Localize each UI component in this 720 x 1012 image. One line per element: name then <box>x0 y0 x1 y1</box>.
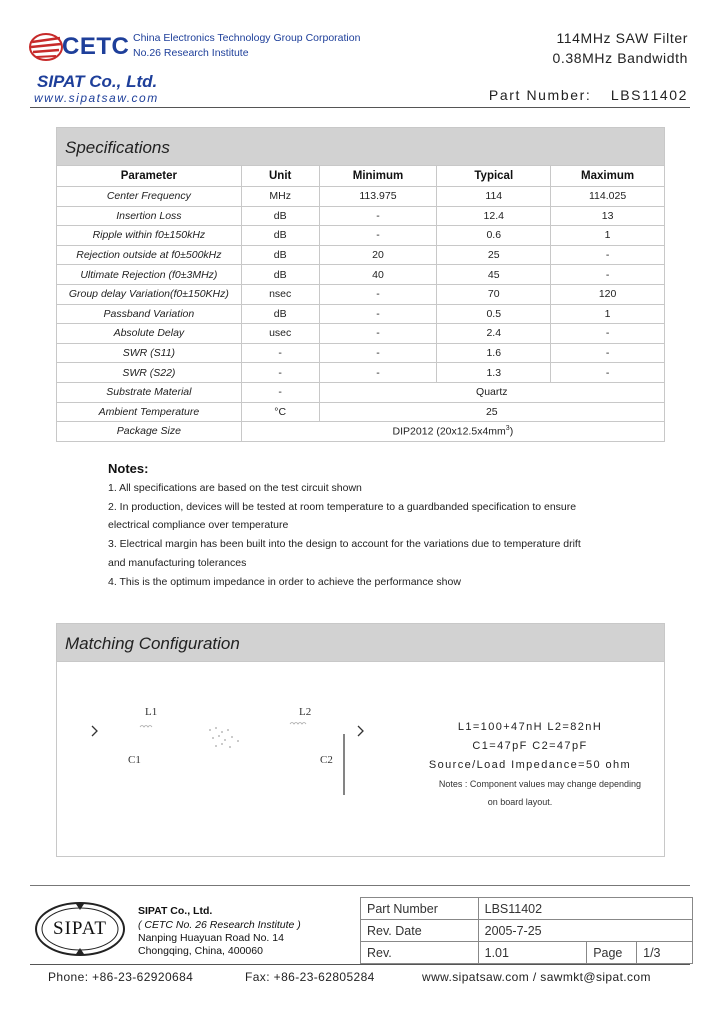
table-row <box>361 942 693 964</box>
param-cell: Ultimate Rejection (f0±3MHz) <box>57 265 242 285</box>
footer-address-1: Nanping Huayuan Road No. 14 <box>138 932 284 944</box>
param-cell: Insertion Loss <box>57 206 242 226</box>
unit-cell: dB <box>241 226 319 246</box>
min-cell: 40 <box>319 265 437 285</box>
min-cell: - <box>319 226 437 246</box>
max-cell: - <box>551 324 665 344</box>
note-line: 4. This is the optimum impedance in order to achieve the performance show <box>108 576 461 588</box>
note-line: 2. In production, devices will be tested at room temperature to a guardbanded specification to ensure <box>108 501 577 513</box>
label-c1: C1 <box>128 754 141 766</box>
min-cell: - <box>319 304 437 324</box>
col-header-parameter: Parameter <box>57 166 242 187</box>
typ-cell: 1.3 <box>437 363 551 383</box>
note-line: 1. All specifications are based on the test circuit shown <box>108 482 362 494</box>
matching-note-2: on board layout. <box>487 797 553 807</box>
info-label: Rev. <box>361 942 479 964</box>
package-size-exponent: 3 <box>505 425 510 433</box>
typ-cell: 45 <box>437 265 551 285</box>
output-arrow-icon <box>358 726 363 736</box>
max-cell: - <box>551 363 665 383</box>
spec-table <box>56 165 665 442</box>
saw-filter-icon <box>209 727 239 748</box>
table-row <box>57 187 665 207</box>
max-cell: 13 <box>551 206 665 226</box>
unit-cell: - <box>241 343 319 363</box>
unit-cell: dB <box>241 304 319 324</box>
param-cell: Ambient Temperature <box>57 402 242 422</box>
table-row <box>57 363 665 383</box>
info-rev-date: 2005-7-25 <box>478 920 692 942</box>
max-cell: - <box>551 265 665 285</box>
matching-note-1: Notes : Component values may change depending <box>438 779 642 789</box>
institute-name: No.26 Research Institute <box>133 47 249 59</box>
spec-rows <box>57 187 665 383</box>
unit-cell: °C <box>241 402 319 422</box>
unit-cell: MHz <box>241 187 319 207</box>
typ-cell: 0.5 <box>437 304 551 324</box>
max-cell: 1 <box>551 304 665 324</box>
table-row <box>361 920 693 942</box>
specifications-heading: Specifications <box>56 127 665 166</box>
param-cell: Group delay Variation(f0±150KHz) <box>57 284 242 304</box>
fax-number: Fax: +86-23-62805284 <box>245 970 375 984</box>
table-row <box>57 206 665 226</box>
unit-cell: dB <box>241 245 319 265</box>
param-cell: Substrate Material <box>57 382 242 402</box>
info-part-number: LBS11402 <box>478 898 692 920</box>
table-row <box>57 226 665 246</box>
inductor-l2-icon <box>290 723 306 725</box>
note-line: and manufacturing tolerances <box>108 557 247 569</box>
contact-divider <box>30 964 690 965</box>
footer-company: SIPAT Co., Ltd. <box>138 905 213 917</box>
inductor-l1-icon <box>140 726 152 728</box>
max-cell: 1 <box>551 226 665 246</box>
typ-cell: 114 <box>437 187 551 207</box>
package-size-text: DIP2012 (20x12.5x4mm <box>392 425 506 438</box>
matching-circuit-diagram <box>80 700 370 800</box>
table-row <box>57 422 665 442</box>
footer-divider <box>30 885 690 886</box>
part-number-value: LBS11402 <box>610 87 688 103</box>
info-label: Part Number <box>361 898 479 920</box>
sipat-seal <box>30 898 130 960</box>
param-cell: Rejection outside at f0±500kHz <box>57 245 242 265</box>
info-rev: 1.01 <box>478 942 587 964</box>
seal-text: SIPAT <box>53 918 107 939</box>
table-row <box>57 382 665 402</box>
param-cell: Ripple within f0±150kHz <box>57 226 242 246</box>
param-cell: Absolute Delay <box>57 324 242 344</box>
unit-cell: nsec <box>241 284 319 304</box>
param-cell: SWR (S22) <box>57 363 242 383</box>
info-page-label: Page <box>587 942 637 964</box>
header-divider <box>30 107 690 108</box>
table-row <box>57 284 665 304</box>
param-cell: SWR (S11) <box>57 343 242 363</box>
part-number-label: Part Number: <box>488 87 592 103</box>
param-cell: Center Frequency <box>57 187 242 207</box>
typ-cell: 12.4 <box>437 206 551 226</box>
col-header-minimum: Minimum <box>319 166 437 187</box>
info-label: Rev. Date <box>361 920 479 942</box>
min-cell: - <box>319 363 437 383</box>
phone-number: Phone: +86-23-62920684 <box>48 970 194 984</box>
input-arrow-icon <box>92 726 97 736</box>
table-row <box>57 304 665 324</box>
product-subtitle: 0.38MHz Bandwidth <box>552 50 688 66</box>
note-line: electrical compliance over temperature <box>108 519 289 531</box>
label-l1: L1 <box>145 706 158 718</box>
param-cell: Passband Variation <box>57 304 242 324</box>
col-header-unit: Unit <box>241 166 319 187</box>
max-cell: 114.025 <box>551 187 665 207</box>
min-cell: - <box>319 343 437 363</box>
table-row <box>57 343 665 363</box>
substrate-value: Quartz <box>319 382 664 402</box>
typ-cell: 0.6 <box>437 226 551 246</box>
min-cell: 113.975 <box>319 187 437 207</box>
min-cell: 20 <box>319 245 437 265</box>
col-header-maximum: Maximum <box>551 166 665 187</box>
table-row <box>57 245 665 265</box>
typ-cell: 1.6 <box>437 343 551 363</box>
max-cell: 120 <box>551 284 665 304</box>
notes-title: Notes: <box>108 461 149 476</box>
document-info-table <box>360 897 693 964</box>
package-size-close: ) <box>509 425 514 438</box>
label-c2: C2 <box>320 754 333 766</box>
typ-cell: 2.4 <box>437 324 551 344</box>
website-link[interactable]: www.sipatsaw.com <box>34 91 159 105</box>
max-cell: - <box>551 245 665 265</box>
min-cell: - <box>319 206 437 226</box>
min-cell: - <box>319 284 437 304</box>
unit-cell: - <box>241 363 319 383</box>
table-row <box>57 324 665 344</box>
footer-institute: ( CETC No. 26 Research Institute ) <box>138 919 301 931</box>
col-header-typical: Typical <box>437 166 551 187</box>
unit-cell: - <box>241 382 319 402</box>
org-name: China Electronics Technology Group Corporation <box>133 32 361 44</box>
unit-cell: dB <box>241 206 319 226</box>
footer-address-2: Chongqing, China, 400060 <box>138 945 263 957</box>
company-name: SIPAT Co., Ltd. <box>37 72 158 91</box>
component-values-2: C1=47pF C2=47pF <box>472 740 588 752</box>
unit-cell: usec <box>241 324 319 344</box>
ambient-value: 25 <box>319 402 664 422</box>
typ-cell: 70 <box>437 284 551 304</box>
table-row <box>361 898 693 920</box>
max-cell: - <box>551 343 665 363</box>
package-value <box>241 422 664 442</box>
cetc-logo-text: CETC <box>62 33 130 60</box>
table-row <box>57 402 665 422</box>
typ-cell: 25 <box>437 245 551 265</box>
matching-heading: Matching Configuration <box>56 623 665 662</box>
info-page: 1/3 <box>637 942 693 964</box>
unit-cell: dB <box>241 265 319 285</box>
spec-header-row <box>57 166 665 187</box>
label-l2: L2 <box>299 706 312 718</box>
param-cell: Package Size <box>57 422 242 442</box>
product-title: 114MHz SAW Filter <box>556 30 688 46</box>
note-line: 3. Electrical margin has been built into the design to account for the variations due to temperature drift <box>108 538 581 550</box>
header-part-number <box>489 87 688 103</box>
impedance-value: Source/Load Impedance=50 ohm <box>428 759 632 771</box>
component-values-1: L1=100+47nH L2=82nH <box>457 721 603 733</box>
web-email[interactable]: www.sipatsaw.com / sawmkt@sipat.com <box>422 970 651 984</box>
min-cell: - <box>319 324 437 344</box>
table-row <box>57 265 665 285</box>
